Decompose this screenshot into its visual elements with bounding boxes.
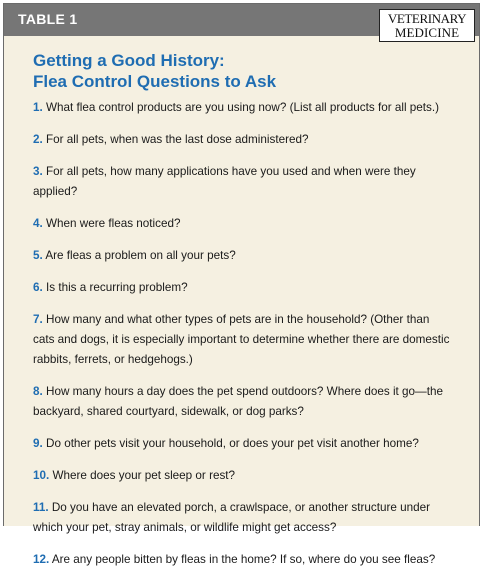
list-item <box>33 382 453 422</box>
list-item <box>33 278 453 298</box>
title-line-1: Getting a Good History: <box>33 51 225 70</box>
title-line-2: Flea Control Questions to Ask <box>33 72 277 91</box>
question-text: Is this a recurring problem? <box>46 281 188 294</box>
veterinary-medicine-logo <box>379 9 475 42</box>
list-item <box>33 498 453 538</box>
question-number: 12. <box>33 553 50 566</box>
list-item <box>33 466 453 486</box>
question-text: How many and what other types of pets are in the household? (Other than cats and dogs, it is especially important to determine whether there are domestic rabbits, ferrets, or hedgehogs.) <box>33 313 450 366</box>
logo-line-2: MEDICINE <box>394 25 460 40</box>
list-item <box>33 130 453 150</box>
logo-line-1: VETERINARY <box>387 11 467 26</box>
question-number: 7. <box>33 313 43 326</box>
question-text: Are any people bitten by fleas in the home? If so, where do you see fleas? <box>51 553 436 566</box>
question-number: 6. <box>33 281 43 294</box>
page-title <box>33 50 276 92</box>
question-text: When were fleas noticed? <box>46 217 181 230</box>
list-item <box>33 434 453 454</box>
list-item <box>33 98 453 118</box>
question-number: 1. <box>33 101 43 114</box>
question-number: 11. <box>33 501 49 514</box>
question-number: 8. <box>33 385 43 398</box>
table-panel <box>3 3 480 566</box>
question-number: 9. <box>33 437 43 450</box>
question-number: 10. <box>33 469 50 482</box>
question-number: 3. <box>33 165 43 178</box>
question-text: What flea control products are you using now? (List all products for all pets.) <box>46 101 440 114</box>
question-text: Where does your pet sleep or rest? <box>52 469 236 482</box>
list-item <box>33 550 453 570</box>
question-text: For all pets, when was the last dose administered? <box>46 133 309 146</box>
question-text: Are fleas a problem on all your pets? <box>45 249 236 262</box>
question-text: For all pets, how many applications have you used and when were they applied? <box>33 165 416 198</box>
list-item <box>33 310 453 370</box>
question-text: How many hours a day does the pet spend outdoors? Where does it go—the backyard, shared courtyard, sidewalk, or dog parks? <box>33 385 443 418</box>
question-text: Do you have an elevated porch, a crawlspace, or another structure under which your pet, stray animals, or wildlife might get access? <box>33 501 430 534</box>
question-number: 5. <box>33 249 43 262</box>
list-item <box>33 162 453 202</box>
question-list <box>33 98 453 570</box>
list-item <box>33 246 453 266</box>
list-item <box>33 214 453 234</box>
table-label: TABLE 1 <box>18 11 78 27</box>
question-number: 2. <box>33 133 43 146</box>
question-text: Do other pets visit your household, or does your pet visit another home? <box>46 437 419 450</box>
question-number: 4. <box>33 217 43 230</box>
